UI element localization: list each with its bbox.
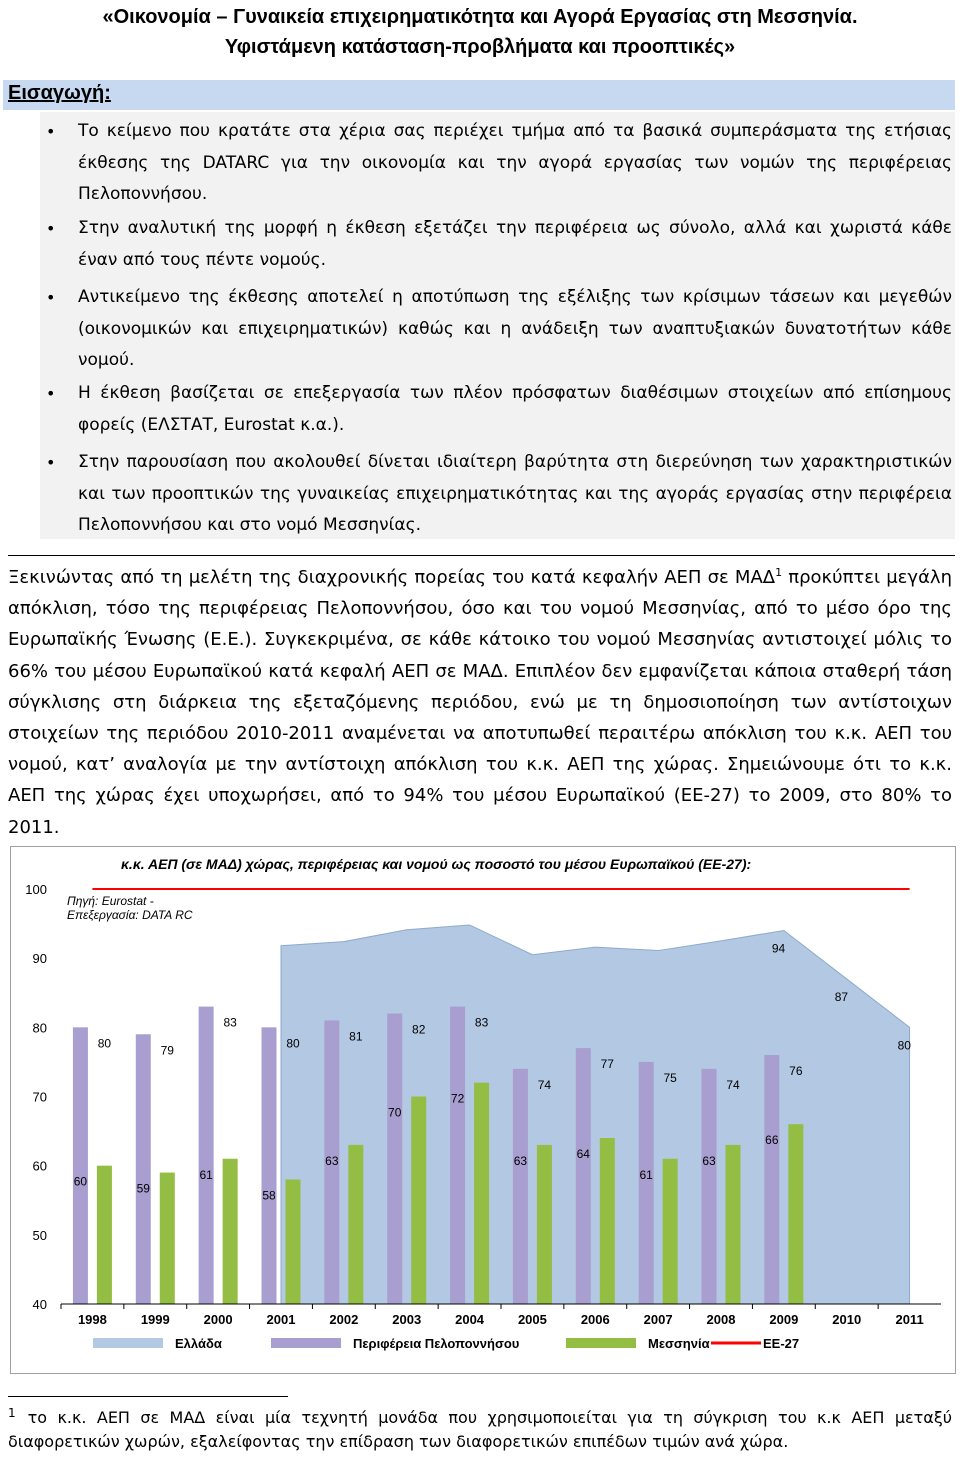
messinia-data-label: 60	[73, 1174, 88, 1189]
messinia-bar	[474, 1083, 489, 1304]
chart-source-line-2: Επεξεργασία: DATA RC	[67, 908, 193, 922]
messinia-bar	[348, 1145, 363, 1304]
intro-heading: Εισαγωγή:	[8, 82, 111, 104]
peloponnese-data-label: 79	[160, 1043, 174, 1058]
greece-data-label: 80	[897, 1038, 911, 1053]
peloponnese-data-label: 80	[286, 1036, 300, 1051]
greece-data-label: 94	[771, 941, 786, 956]
peloponnese-bar	[513, 1069, 528, 1304]
legend-label: Ελλάδα	[175, 1336, 222, 1351]
peloponnese-data-label: 74	[726, 1077, 740, 1092]
peloponnese-data-label: 77	[600, 1057, 614, 1072]
messinia-bar	[97, 1166, 112, 1304]
legend-swatch	[566, 1338, 636, 1348]
x-tick-label: 2004	[455, 1312, 485, 1327]
x-tick-label: 2011	[895, 1312, 924, 1327]
peloponnese-data-label: 81	[349, 1029, 363, 1044]
y-tick-label: 90	[32, 951, 47, 967]
body-text-a: Ξεκινώντας από τη μελέτη της διαχρονικής πορείας του κατά κεφαλήν ΑΕΠ σε ΜΑΔ	[8, 567, 776, 588]
gdp-chart	[11, 847, 955, 1373]
legend-label: ΕΕ-27	[763, 1336, 800, 1351]
messinia-bar	[160, 1173, 175, 1304]
peloponnese-bar	[576, 1048, 591, 1304]
messinia-bar	[537, 1145, 552, 1304]
greece-data-label: 87	[834, 989, 849, 1004]
messinia-data-label: 63	[702, 1153, 716, 1168]
peloponnese-data-label: 75	[663, 1070, 677, 1085]
x-tick-label: 2005	[517, 1312, 547, 1327]
footnote	[8, 1406, 952, 1454]
messinia-bar	[788, 1124, 803, 1304]
peloponnese-bar	[199, 1007, 214, 1304]
intro-bullet: • Αντικείμενο της έκθεσης αποτελεί η αποτύπωση της εξέλιξης των κρίσιμων τάσεων και μεγεθών (οικονομικών και επιχειρηματικών) καθώς και η ανάδειξη των αναπτυξιακών δυνατοτήτων κάθε νομού.	[78, 282, 952, 377]
peloponnese-bar	[262, 1027, 277, 1304]
peloponnese-bar	[450, 1007, 465, 1304]
peloponnese-data-label: 83	[474, 1015, 489, 1030]
legend-label: Περιφέρεια Πελοποννήσου	[353, 1336, 520, 1351]
peloponnese-bar	[73, 1027, 88, 1304]
intro-bullet: • Η έκθεση βασίζεται σε επεξεργασία των πλέον πρόσφατων διαθέσιμων στοιχείων από επίσημους φορείς (ΕΛΣΤΑΤ, Eurostat κ.α.).	[78, 378, 952, 441]
chart-source-line-1: Πηγή: Eurostat -	[67, 894, 154, 908]
body-paragraph	[8, 562, 952, 843]
x-tick-label: 2003	[392, 1312, 422, 1327]
x-tick-label: 1999	[140, 1312, 170, 1327]
title-line-2: Υφιστάμενη κατάσταση-προβλήματα και προοπτικές»	[224, 36, 736, 58]
x-tick-label: 2000	[203, 1312, 233, 1327]
messinia-data-label: 64	[576, 1147, 590, 1161]
peloponnese-bar	[764, 1055, 779, 1304]
x-tick-label: 2009	[769, 1312, 799, 1327]
peloponnese-data-label: 80	[97, 1036, 112, 1051]
y-tick-label: 100	[25, 882, 47, 897]
messinia-data-label: 66	[765, 1133, 779, 1148]
legend-swatch	[271, 1338, 341, 1348]
messinia-data-label: 61	[199, 1167, 213, 1182]
peloponnese-bar	[702, 1069, 717, 1304]
messinia-data-label: 61	[639, 1167, 653, 1182]
messinia-bar	[726, 1145, 741, 1304]
y-tick-label: 40	[32, 1297, 47, 1312]
y-tick-label: 70	[32, 1089, 47, 1105]
peloponnese-bar	[136, 1034, 151, 1304]
title-line-1: «Οικονομία – Γυναικεία επιχειρηματικότητα και Αγορά Εργασίας στη Μεσσηνία.	[102, 6, 858, 28]
peloponnese-bar	[387, 1014, 402, 1305]
intro-bullet: • Στην παρουσίαση που ακολουθεί δίνεται ιδιαίτερη βαρύτητα στη διερεύνηση των χαρακτηριστικών και των προοπτικών της γυναικείας επιχειρηματικότητας και της αγοράς εργασίας στην περιφέρεια Πελοποννήσου και στο νομό Μεσσηνίας.	[78, 447, 952, 542]
chart-title: κ.κ. ΑΕΠ (σε ΜΑΔ) χώρας, περιφέρειας και νομού ως ποσοστό του μέσου Ευρωπαϊκού (ΕΕ-27):	[121, 856, 752, 872]
legend-label: Μεσσηνία	[648, 1336, 710, 1351]
messinia-data-label: 63	[513, 1153, 528, 1168]
messinia-data-label: 63	[325, 1153, 339, 1168]
peloponnese-data-label: 82	[412, 1022, 426, 1037]
messinia-bar	[286, 1180, 301, 1305]
messinia-bar	[600, 1138, 615, 1304]
x-tick-label: 2001	[266, 1312, 296, 1327]
messinia-bar	[411, 1097, 426, 1305]
x-tick-label: 2010	[832, 1312, 862, 1327]
document-title	[0, 2, 960, 62]
footnote-reference[interactable]: 1	[775, 566, 783, 579]
peloponnese-data-label: 76	[789, 1064, 803, 1078]
intro-header-bar	[3, 80, 955, 110]
messinia-bar	[663, 1159, 678, 1304]
x-tick-label: 2002	[329, 1312, 359, 1327]
y-tick-label: 80	[32, 1020, 47, 1036]
footnote-number: 1	[8, 1405, 16, 1420]
messinia-data-label: 59	[136, 1181, 150, 1196]
peloponnese-data-label: 83	[223, 1015, 237, 1030]
peloponnese-bar	[639, 1062, 654, 1304]
messinia-data-label: 72	[450, 1091, 465, 1106]
x-tick-label: 2006	[580, 1312, 610, 1327]
messinia-data-label: 70	[388, 1105, 402, 1120]
x-tick-label: 2008	[706, 1312, 736, 1327]
chart-frame	[10, 846, 956, 1374]
y-tick-label: 60	[32, 1158, 47, 1174]
y-tick-label: 50	[32, 1227, 47, 1243]
peloponnese-data-label: 74	[537, 1077, 552, 1092]
messinia-data-label: 58	[262, 1188, 276, 1203]
x-tick-label: 1998	[77, 1312, 107, 1327]
messinia-bar	[223, 1159, 238, 1304]
footnote-text: το κ.κ. ΑΕΠ σε ΜΑΔ είναι μία τεχνητή μονάδα που χρησιμοποιείται για τη σύγκριση του κ.κ ΑΕΠ μεταξύ διαφορετικών χωρών, εξαλείφοντας την επίδραση των διαφορετικών επιπέδων τιμών ανά χώρα.	[8, 1408, 952, 1451]
intro-bullet: • Το κείμενο που κρατάτε στα χέρια σας περιέχει τμήμα από τα βασικά συμπεράσματα της ετήσιας έκθεσης της DATARC για την οικονομία και την αγορά εργασίας των νομών της περιφέρειας Πελοποννήσου.	[78, 116, 952, 211]
greece-area	[281, 925, 910, 1304]
section-divider	[8, 555, 955, 556]
intro-bullet: • Στην αναλυτική της μορφή η έκθεση εξετάζει την περιφέρεια ως σύνολο, αλλά και χωριστά κάθε έναν από τους πέντε νομούς.	[78, 213, 952, 276]
legend-swatch	[93, 1338, 163, 1348]
x-tick-label: 2007	[643, 1312, 673, 1327]
footnote-divider	[8, 1396, 288, 1397]
body-text-b: προκύπτει μεγάλη απόκλιση, τόσο της περιφέρειας Πελοποννήσου, όσο και του νομού Μεσσηνίας, από το μέσο όρο της Ευρωπαϊκής Ένωσης (Ε.Ε.). Συγκεκριμένα, σε κάθε κάτοικο του νομού Μεσσηνίας αντιστοιχεί μόλις το 66% του μέσου Ευρωπαϊκού κατά κεφαλή ΑΕΠ σε ΜΑΔ. Επιπλέον δεν εμφανίζεται κάποια σταθερή τάση σύγκλισης στη διάρκεια της εξεταζόμενης περιόδου, ενώ με τη δημοσιοποίηση των αντίστοιχων στοιχείων της περιόδου 2010-2011 αναμένεται να αποτυπωθεί περαιτέρω απόκλιση του κ.κ. ΑΕΠ του νομού, κατ’ αναλογία με την αντίστοιχη απόκλιση του κ.κ. ΑΕΠ της χώρας. Σημειώνουμε ότι το κ.κ. ΑΕΠ της χώρας έχει υποχωρήσει, από το 94% του μέσου Ευρωπαϊκού (ΕΕ-27) το 2009, στο 80% το 2011.	[8, 567, 952, 838]
